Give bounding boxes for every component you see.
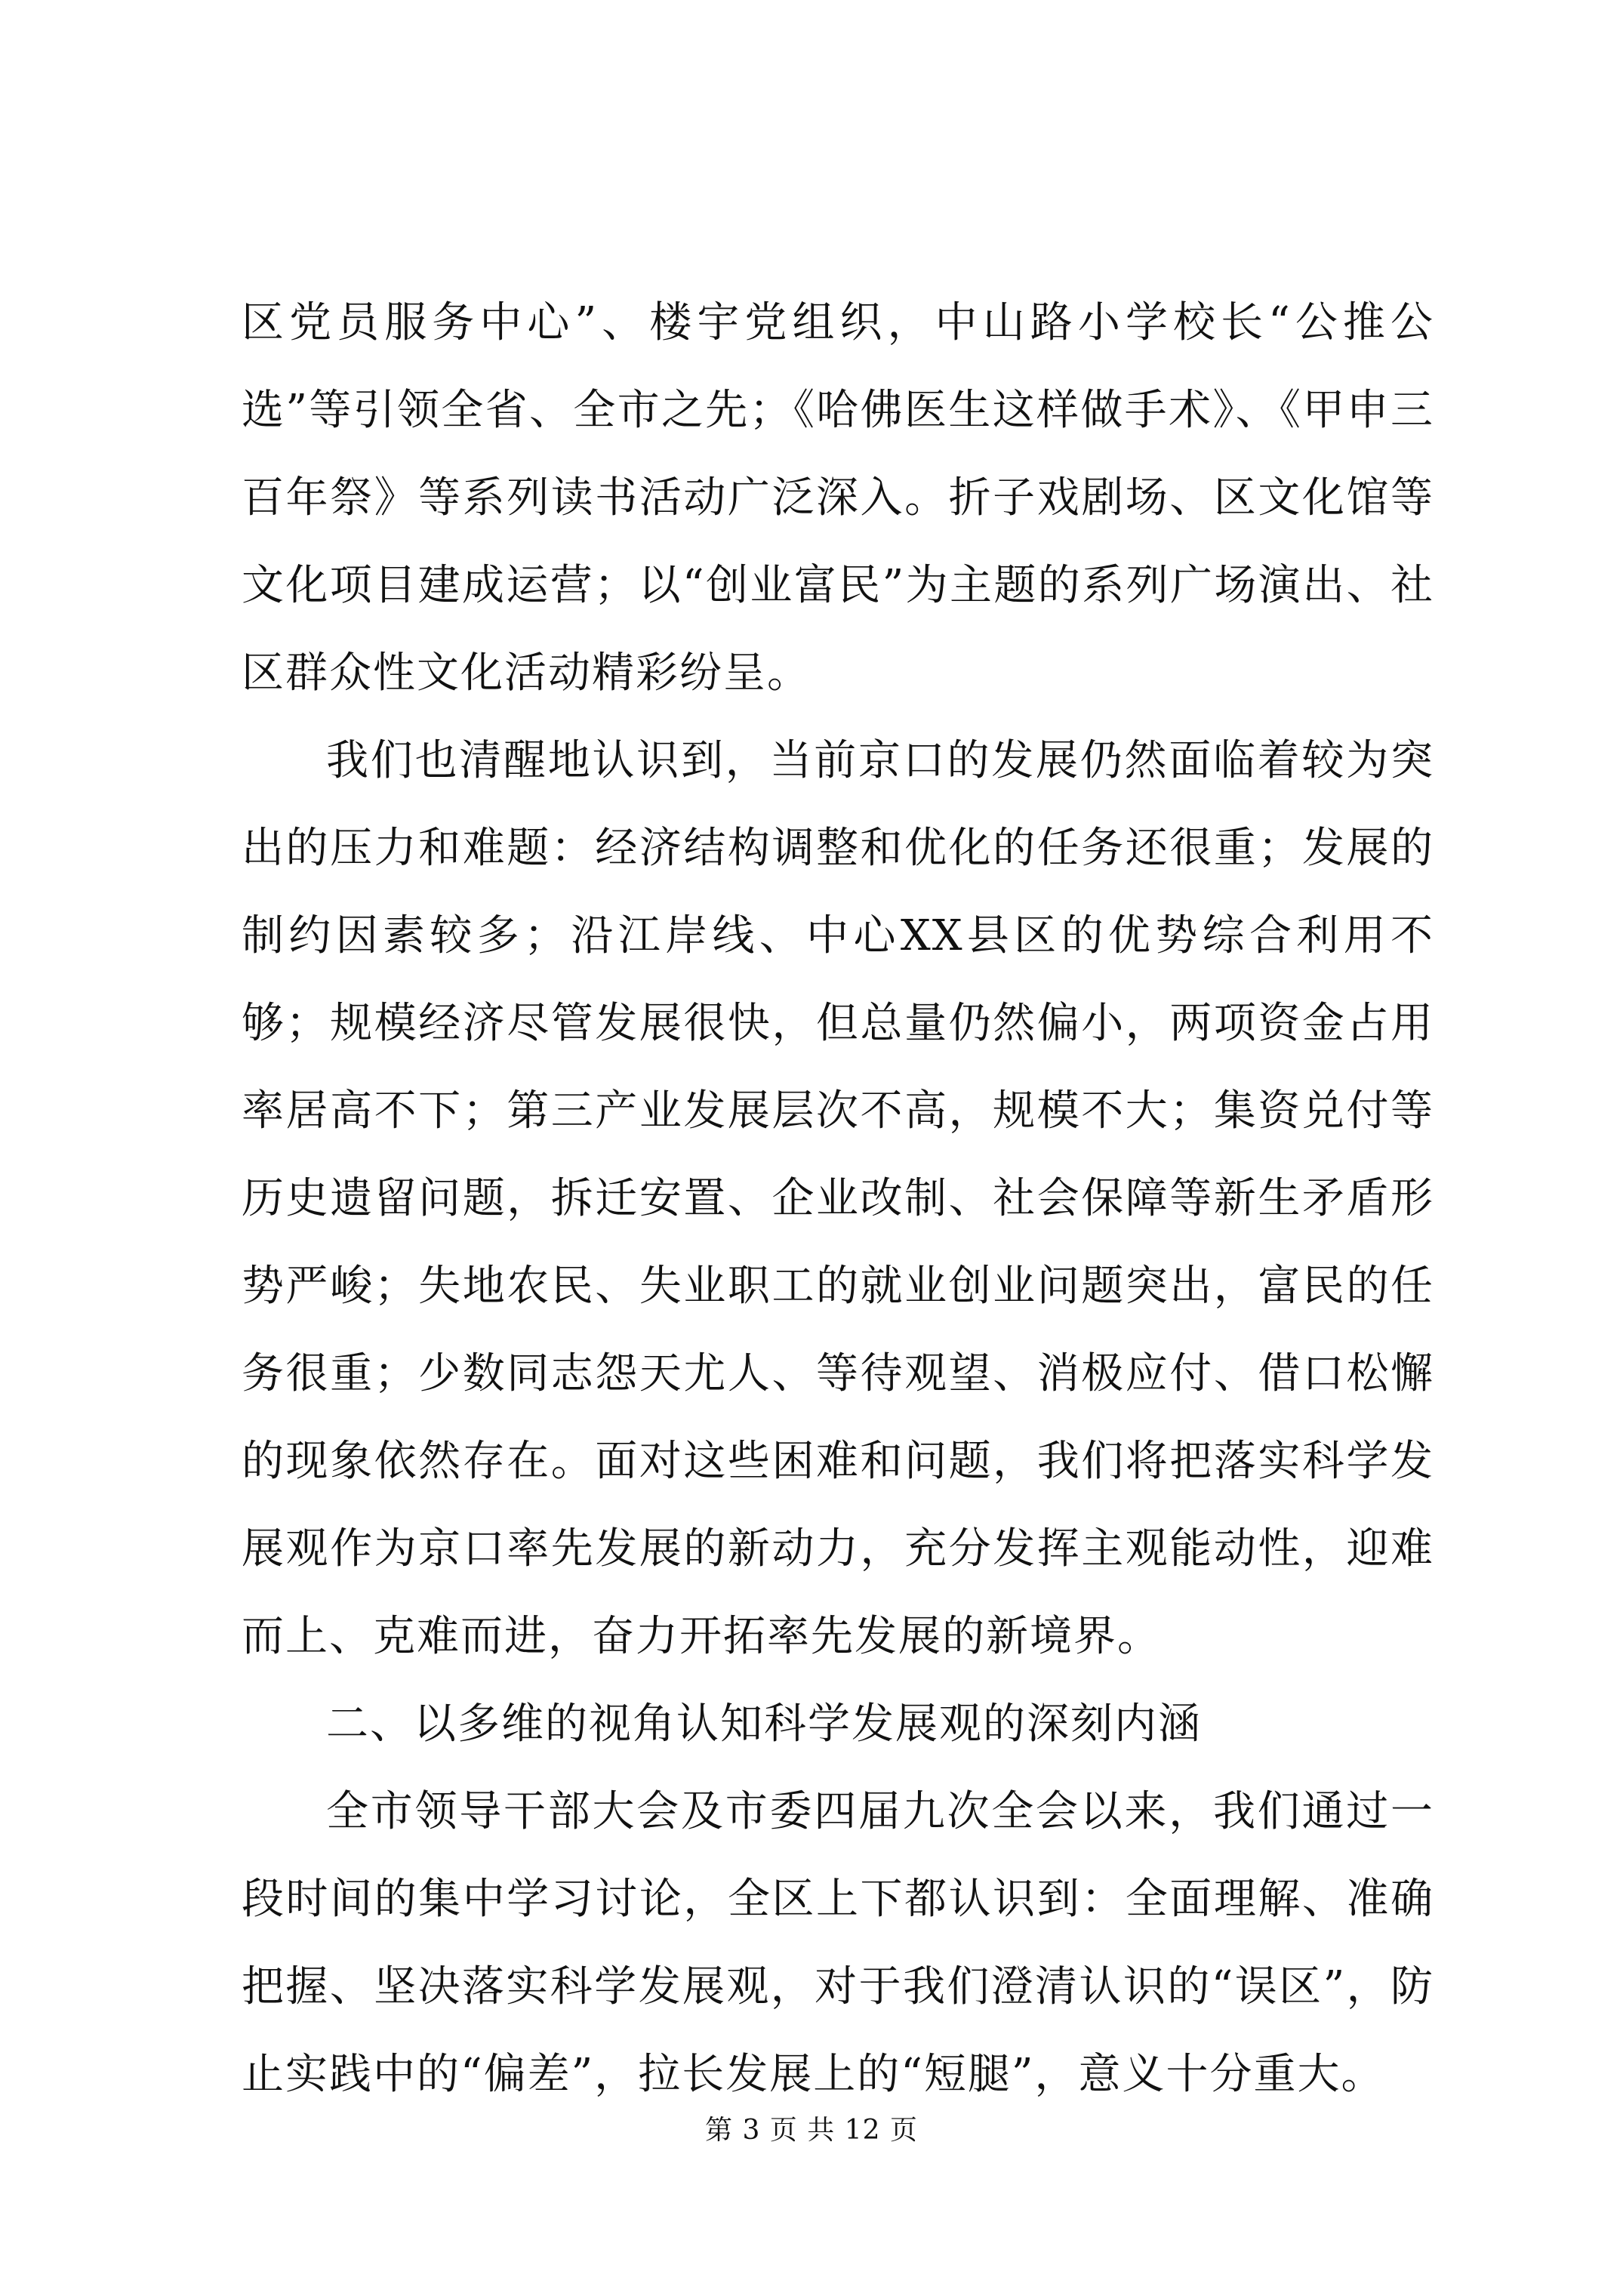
page-footer: 第 3 页 共 12 页 xyxy=(705,2115,918,2146)
paragraph-continuation: 区党员服务中心”、楼宇党组织，中山路小学校长“公推公选”等引领全省、全市之先；《哈佛医生这样做手术》、《甲申三百年祭》等系列读书活动广泛深入。折子戏剧场、区文化馆等文化项目建成运营；以“创业富民”为主题的系列广场演出、社区群众性文化活动精彩纷呈。 xyxy=(242,298,1434,698)
section-heading: 二、以多维的视角认知科学发展观的深刻内涵 xyxy=(326,1700,1202,1749)
document-body xyxy=(242,279,1434,2119)
paragraph-challenges: 我们也清醒地认识到，当前京口的发展仍然面临着较为突出的压力和难题：经济结构调整和优化的任务还很重；发展的制约因素较多；沿江岸线、中心XX县区的优势综合利用不够；规模经济尽管发展很快，但总量仍然偏小，两项资金占用率居高不下；第三产业发展层次不高，规模不大；集资兑付等历史遗留问题，拆迁安置、企业改制、社会保障等新生矛盾形势严峻；失地农民、失业职工的就业创业问题突出，富民的任务很重；少数同志怨天尤人、等待观望、消极应付、借口松懈的现象依然存在。面对这些困难和问题，我们将把落实科学发展观作为京口率先发展的新动力，充分发挥主观能动性，迎难而上、克难而进，奋力开拓率先发展的新境界。 xyxy=(242,736,1434,1661)
paragraph-study: 全市领导干部大会及市委四届九次全会以来，我们通过一段时间的集中学习讨论，全区上下都认识到：全面理解、准确把握、坚决落实科学发展观，对于我们澄清认识的“误区”，防止实践中的“偏差”，拉长发展上的“短腿”，意义十分重大。 xyxy=(242,1787,1434,2099)
